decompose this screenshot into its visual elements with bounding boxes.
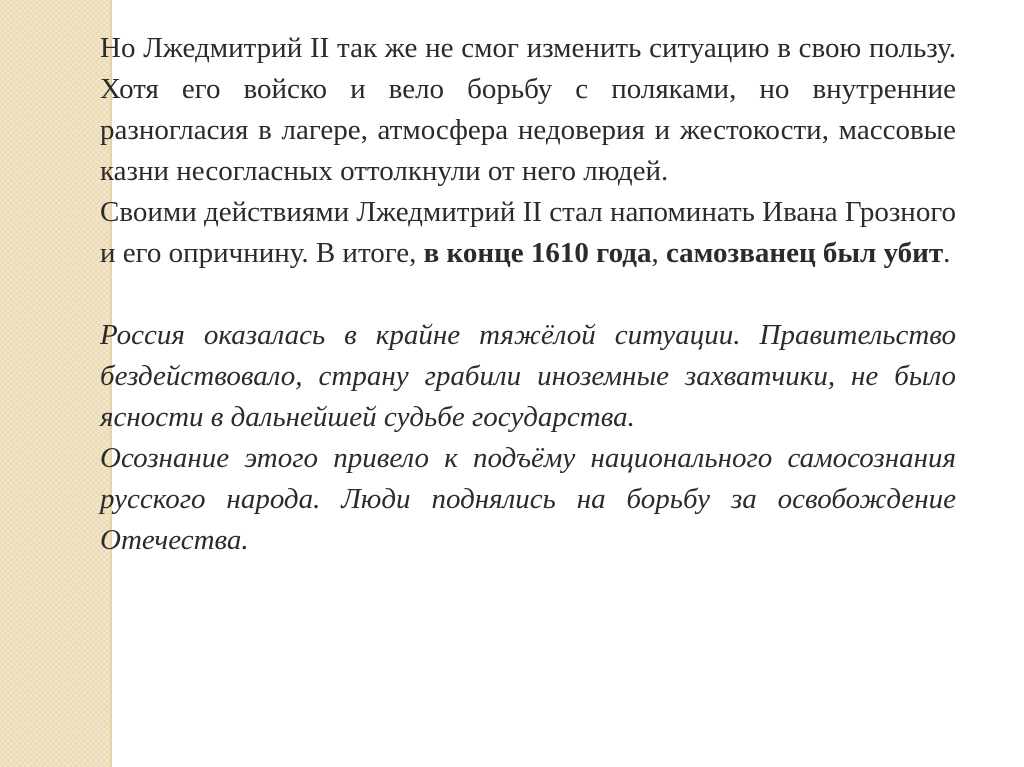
- bold-date-phrase: в конце 1610 года: [423, 237, 652, 269]
- slide-text-block: [100, 28, 956, 561]
- paragraph-text-segment: Своими действиями Лжедмитрий II стал напоминать Ивана Грозного и его опричнину. В итоге,: [100, 196, 956, 269]
- decorative-side-strip: [0, 0, 110, 767]
- paragraph-false-dmitry-death: [100, 192, 956, 274]
- paragraph-false-dmitry-failure: Но Лжедмитрий II так же не смог изменить ситуацию в свою пользу. Хотя его войско и вело борьбу с поляками, но внутренние разногласия в лагере, атмосфера недоверия и жестокости, массовые казни несогласных оттолкнули от него людей.: [100, 32, 956, 187]
- bold-death-phrase: самозванец был убит: [665, 237, 944, 269]
- paragraph-russia-situation: Россия оказалась в крайне тяжёлой ситуации. Правительство бездействовало, страну грабили иноземные захватчики, не было ясности в дальнейшей судьбе государства.: [100, 319, 956, 433]
- paragraph-text-segment: .: [943, 237, 951, 269]
- paragraph-text-segment: ,: [651, 237, 666, 269]
- paragraph-national-awakening: Осознание этого привело к подъёму национального самосознания русского народа. Люди поднялись на борьбу за освобождение Отечества.: [100, 442, 956, 556]
